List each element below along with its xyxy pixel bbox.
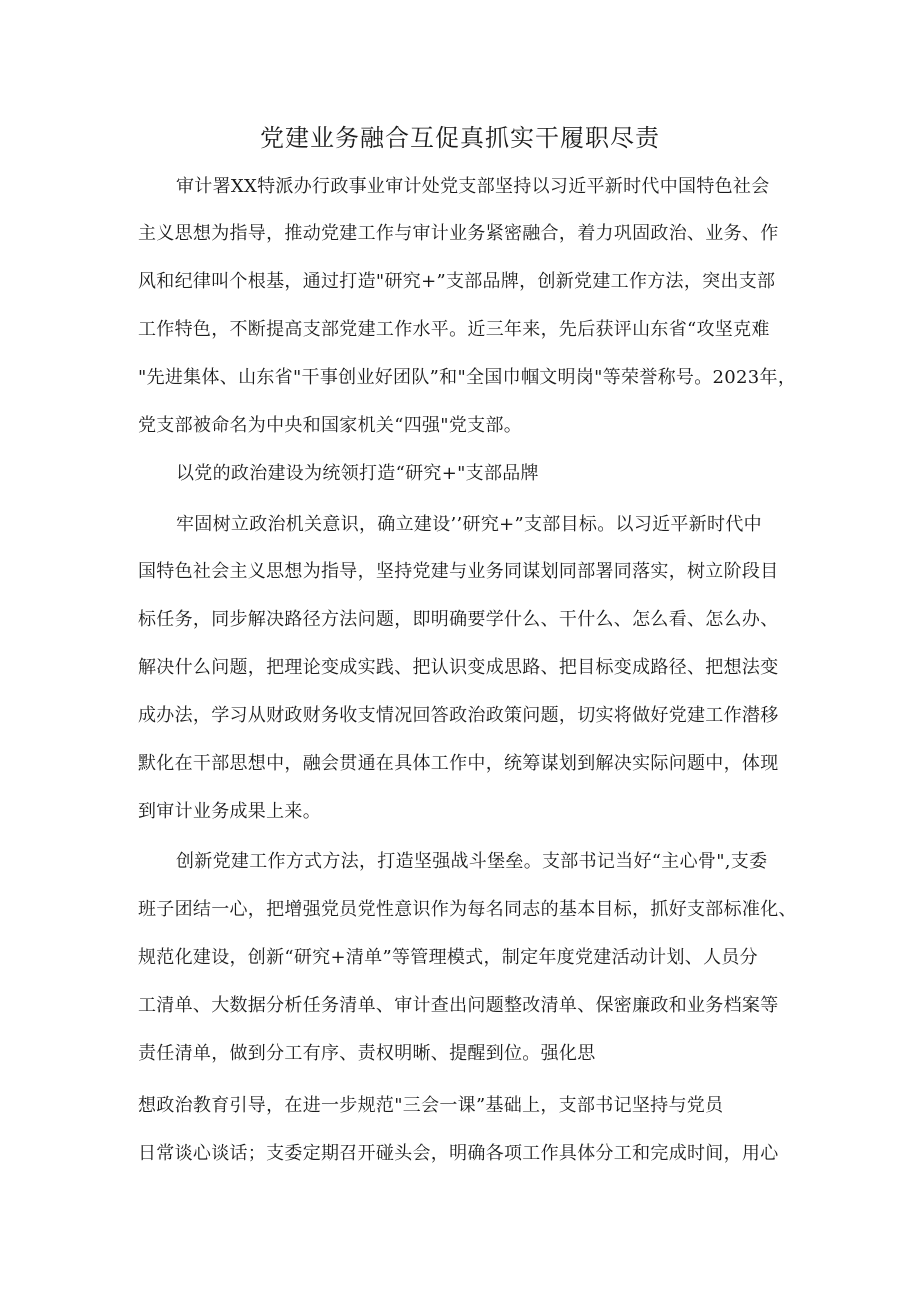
paragraph-line: 成办法，学习从财政财务收支情况回答政治政策问题，切实将做好党建工作潜移 xyxy=(138,705,779,726)
paragraph-line: 审计署XX特派办行政事业审计处党支部坚持以习近平新时代中国特色社会 xyxy=(176,176,770,197)
paragraph-line: 规范化建设，创新“研究+清单”等管理模式，制定年度党建活动计划、人员分 xyxy=(138,947,758,968)
paragraph-line: 解决什么问题，把理论变成实践、把认识变成思路、把目标变成路径、把想法变 xyxy=(138,657,779,678)
paragraph-line: 创新党建工作方式方法，打造坚强战斗堡垒。支部书记当好“主心骨",支委 xyxy=(176,851,768,872)
paragraph-line: 想政治教育引导，在进一步规范"三会一课”基础上，支部书记坚持与党员 xyxy=(138,1095,724,1116)
paragraph-line: "先进集体、山东省"干事创业好团队”和"全国巾帼文明岗"等荣誉称号。2023年， xyxy=(138,367,797,388)
paragraph-line: 日常谈心谈话；支委定期召开碰头会，明确各项工作具体分工和完成时间，用心 xyxy=(138,1143,779,1164)
paragraph-line: 默化在干部思想中，融会贯通在具体工作中，统筹谋划到解决实际问题中，体现 xyxy=(138,753,779,774)
paragraph-line: 责任清单，做到分工有序、责权明晰、提醒到位。强化思 xyxy=(138,1043,596,1064)
paragraph-line: 班子团结一心，把增强党员党性意识作为每名同志的基本目标，抓好支部标准化、 xyxy=(138,899,797,920)
section-heading: 以党的政治建设为统领打造“研究+"支部品牌 xyxy=(176,463,539,484)
paragraph-line: 党支部被命名为中央和国家机关“四强"党支部。 xyxy=(138,415,523,436)
paragraph-line: 牢固树立政治机关意识，确立建设’’研究+”支部目标。以习近平新时代中 xyxy=(176,514,762,535)
paragraph-line: 工作特色，不断提高支部党建工作水平。近三年来，先后获评山东省“攻坚克难 xyxy=(138,319,770,340)
paragraph-line: 国特色社会主义思想为指导，坚持党建与业务同谋划同部署同落实，树立阶段目 xyxy=(138,561,779,582)
document-title: 党建业务融合互促真抓实干履职尽责 xyxy=(260,124,660,152)
paragraph-line: 标任务，同步解决路径方法问题，即明确要学什么、干什么、怎么看、怎么办、 xyxy=(138,609,779,630)
paragraph-line: 工清单、大数据分析任务清单、审计查出问题整改清单、保密廉政和业务档案等 xyxy=(138,995,779,1016)
paragraph-line: 主义思想为指导，推动党建工作与审计业务紧密融合，着力巩固政治、业务、作 xyxy=(138,223,779,244)
paragraph-line: 到审计业务成果上来。 xyxy=(138,801,321,822)
paragraph-line: 风和纪律叫个根基，通过打造"研究+”支部品牌，创新党建工作方法，突出支部 xyxy=(138,271,776,292)
